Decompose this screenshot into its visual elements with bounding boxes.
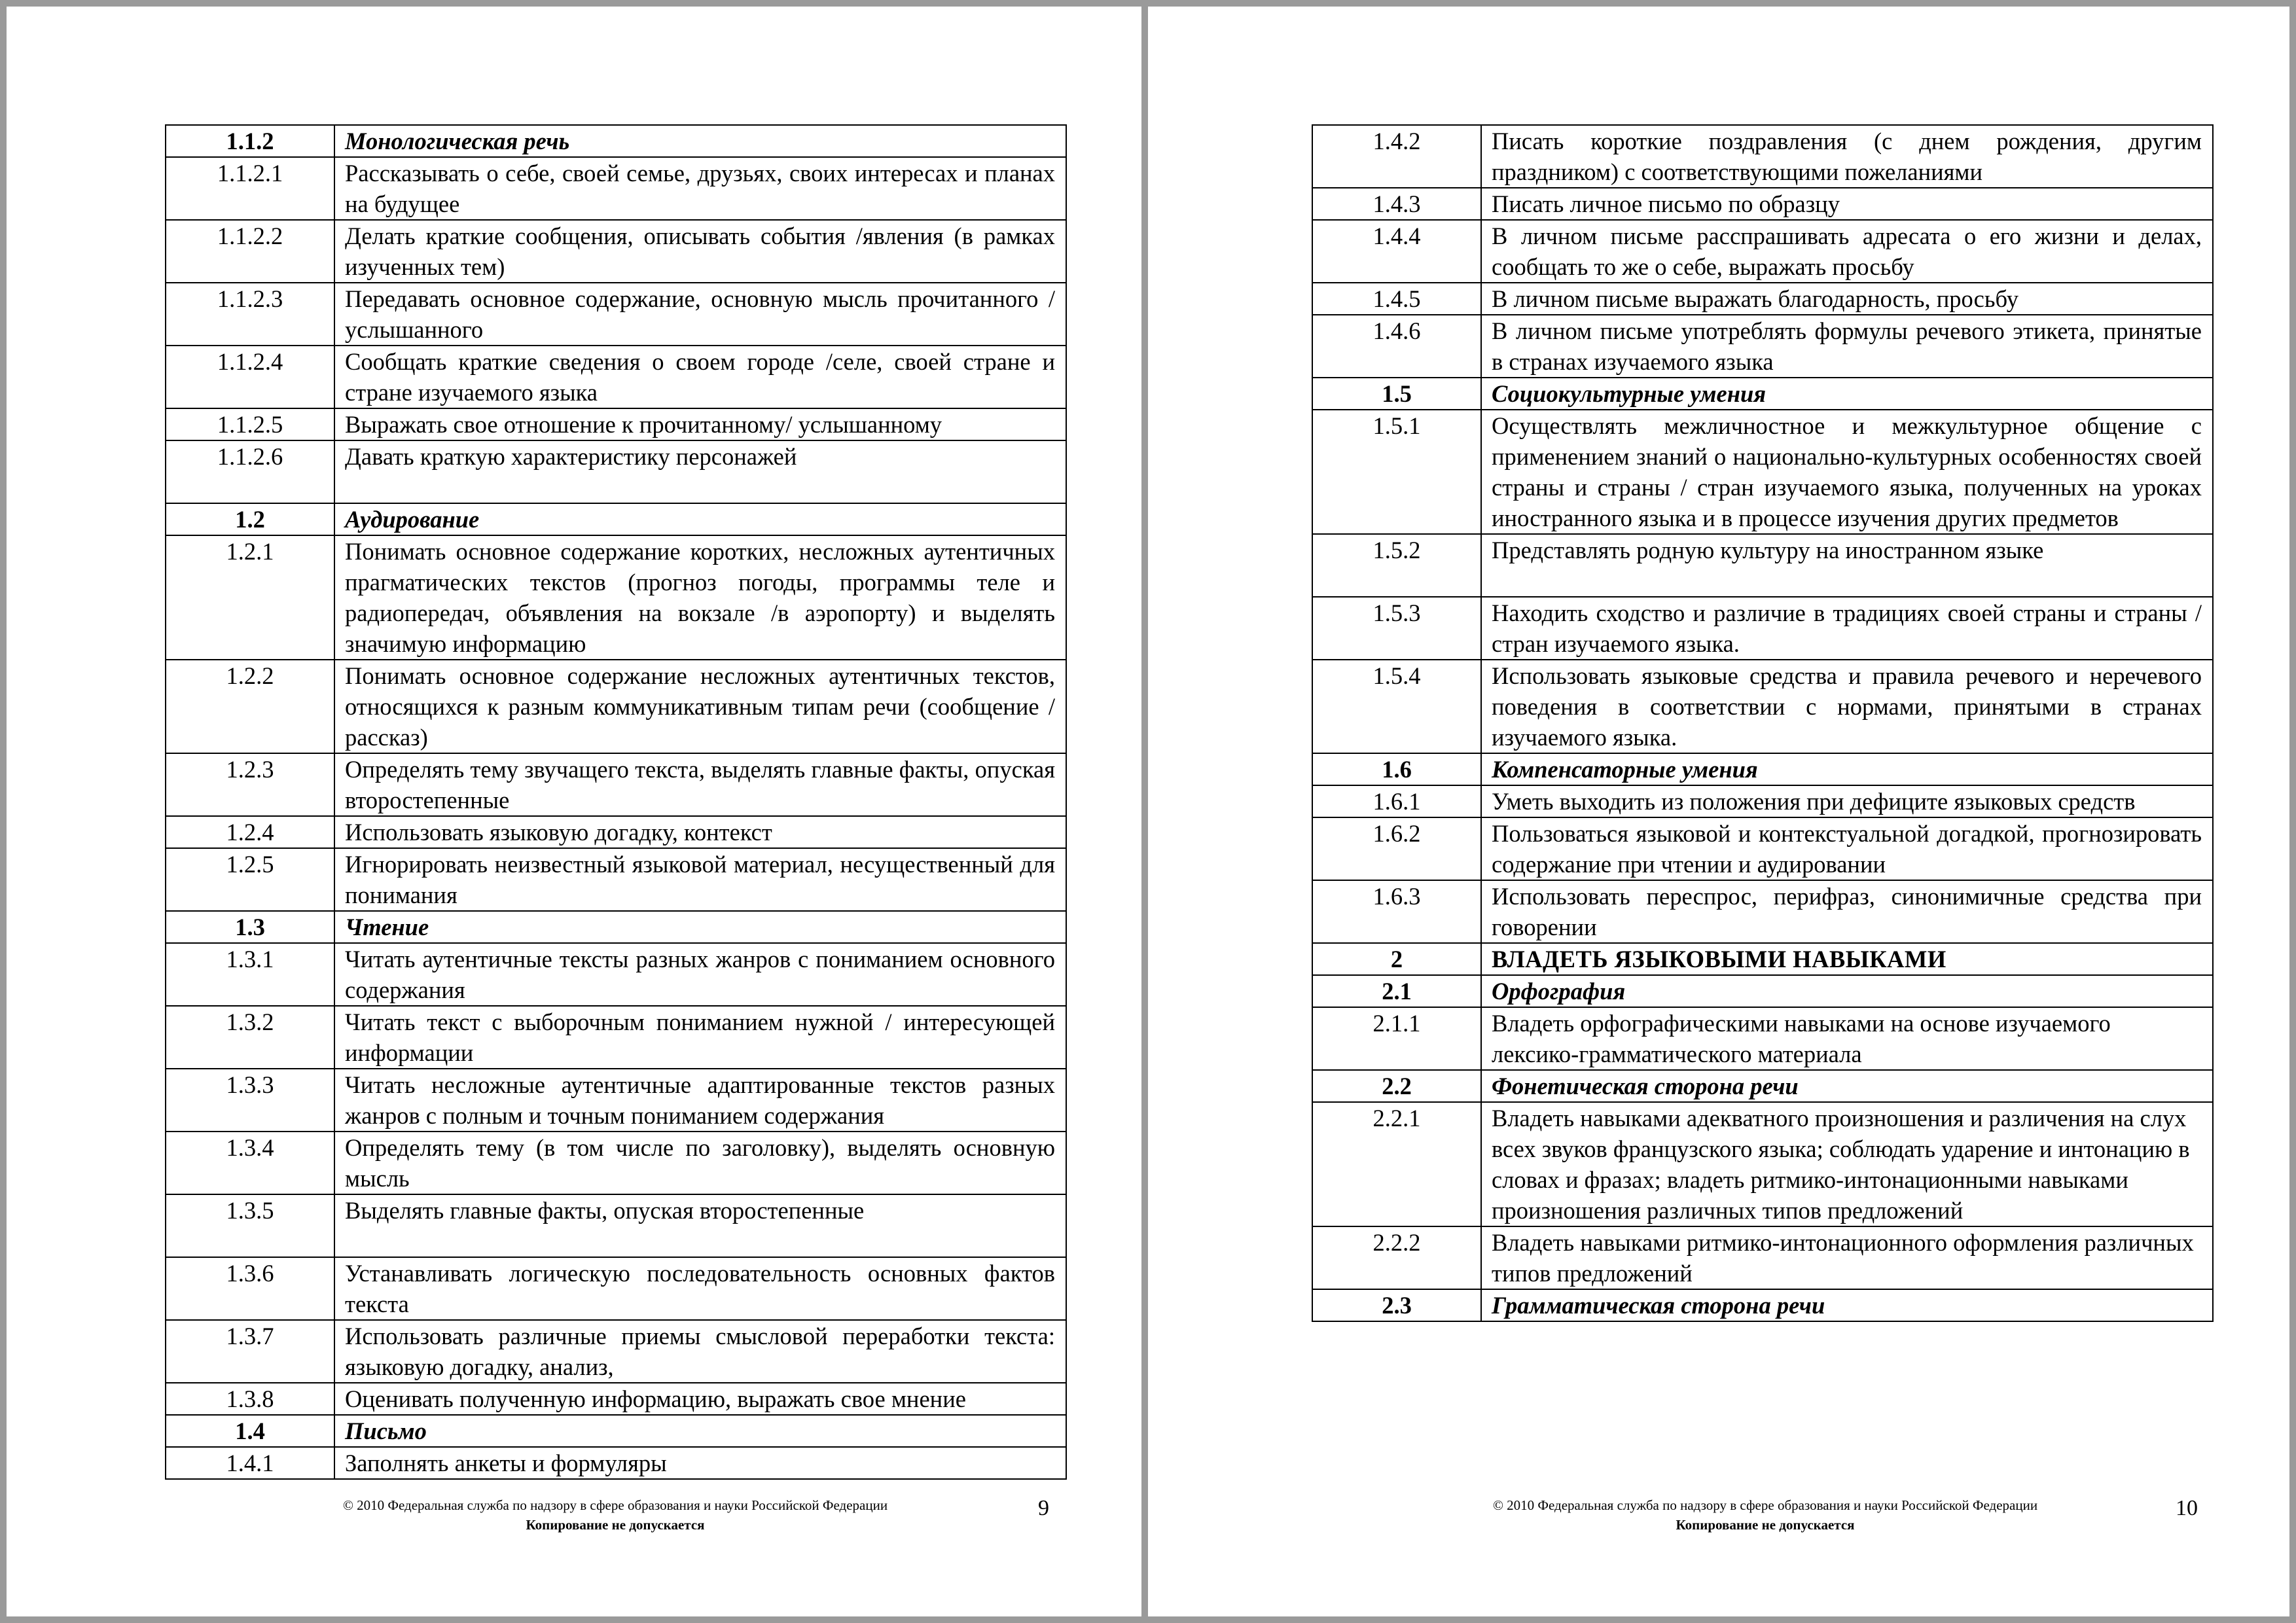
table-row	[166, 535, 1066, 660]
item-number: 1.4.1	[166, 1447, 334, 1479]
item-number: 1.3.5	[166, 1194, 334, 1257]
table-row	[166, 1383, 1066, 1415]
item-description: Понимать основное содержание несложных аутентичных текстов, относящихся к разным коммуникативным типам речи (сообщение / рассказ)	[334, 660, 1066, 753]
table-row	[166, 1132, 1066, 1194]
item-number: 2.1	[1312, 975, 1481, 1007]
section-title: Грамматическая сторона речи	[1481, 1289, 2213, 1321]
item-number: 1.1.2.6	[166, 440, 334, 503]
item-number: 1.4	[166, 1415, 334, 1447]
table-row	[166, 1069, 1066, 1132]
footer-copy-notice: Копирование не допускается	[526, 1517, 705, 1533]
item-number: 1.6.2	[1312, 817, 1481, 880]
section-heading-row	[1312, 943, 2213, 975]
table-row	[1312, 1102, 2213, 1226]
item-description: В личном письме выражать благодарность, просьбу	[1481, 283, 2213, 315]
item-number: 2.2.2	[1312, 1226, 1481, 1289]
item-number: 2	[1312, 943, 1481, 975]
section-heading-row	[166, 1415, 1066, 1447]
table-row	[166, 753, 1066, 816]
table-row	[166, 157, 1066, 220]
section-title: Монологическая речь	[334, 125, 1066, 157]
section-heading-row	[1312, 1289, 2213, 1321]
item-description: Сообщать краткие сведения о своем городе /селе, своей стране и стране изучаемого языка	[334, 346, 1066, 408]
table-row	[166, 346, 1066, 408]
item-number: 1.2.5	[166, 848, 334, 911]
section-heading-row	[166, 503, 1066, 535]
right-page	[1148, 7, 2289, 1616]
left-page	[7, 7, 1141, 1616]
item-description: Использовать языковую догадку, контекст	[334, 816, 1066, 848]
item-number: 1.3.1	[166, 943, 334, 1006]
table-row	[1312, 1226, 2213, 1289]
item-number: 1.3.4	[166, 1132, 334, 1194]
item-number: 1.6	[1312, 753, 1481, 785]
table-row	[1312, 1007, 2213, 1070]
section-title: Чтение	[334, 911, 1066, 943]
table-row	[1312, 534, 2213, 597]
item-description: Передавать основное содержание, основную мысль прочитанного / услышанного	[334, 283, 1066, 346]
item-description: Определять тему звучащего текста, выделять главные факты, опуская второстепенные	[334, 753, 1066, 816]
item-description: Устанавливать логическую последовательность основных фактов текста	[334, 1257, 1066, 1320]
table-row	[166, 1447, 1066, 1479]
page-number: 9	[1038, 1496, 1049, 1520]
item-number: 1.5.2	[1312, 534, 1481, 597]
item-number: 1.5	[1312, 378, 1481, 410]
section-title: Орфография	[1481, 975, 2213, 1007]
item-description: Выделять главные факты, опуская второстепенные	[334, 1194, 1066, 1257]
item-description: Использовать различные приемы смысловой переработки текста: языковую догадку, анализ,	[334, 1320, 1066, 1383]
requirements-table-right	[1312, 124, 2214, 1322]
table-row	[166, 816, 1066, 848]
table-row	[166, 1257, 1066, 1320]
item-description: Находить сходство и различие в традициях своей страны и страны / стран изучаемого языка.	[1481, 597, 2213, 660]
item-number: 2.3	[1312, 1289, 1481, 1321]
table-row	[1312, 880, 2213, 943]
requirements-table-left	[165, 124, 1067, 1480]
item-description: Писать короткие поздравления (с днем рождения, другим праздником) с соответствующими пожеланиями	[1481, 125, 2213, 188]
item-description: Заполнять анкеты и формуляры	[334, 1447, 1066, 1479]
table-row	[166, 1320, 1066, 1383]
item-number: 1.3.8	[166, 1383, 334, 1415]
item-description: В личном письме расспрашивать адресата о его жизни и делах, сообщать то же о себе, выражать просьбу	[1481, 220, 2213, 283]
table-row	[1312, 125, 2213, 188]
item-description: Читать несложные аутентичные адаптированные текстов разных жанров с полным и точным пониманием содержания	[334, 1069, 1066, 1132]
item-description: В личном письме употреблять формулы речевого этикета, принятые в странах изучаемого языка	[1481, 315, 2213, 378]
item-number: 2.1.1	[1312, 1007, 1481, 1070]
table-row	[1312, 315, 2213, 378]
item-description: Владеть навыками ритмико-интонационного оформления различных типов предложений	[1481, 1226, 2213, 1289]
footer-copyright-line: © 2010 Федеральная служба по надзору в сфере образования и науки Российской Федерации	[1492, 1497, 2038, 1513]
table-row	[1312, 597, 2213, 660]
footer-copyright	[263, 1495, 967, 1535]
item-number: 1.1.2.1	[166, 157, 334, 220]
table-row	[1312, 817, 2213, 880]
item-number: 1.3.2	[166, 1006, 334, 1069]
item-number: 1.2.1	[166, 535, 334, 660]
table-row	[1312, 410, 2213, 534]
item-description: Читать текст с выборочным пониманием нужной / интересующей информации	[334, 1006, 1066, 1069]
item-number: 1.4.4	[1312, 220, 1481, 283]
table-row	[1312, 785, 2213, 817]
item-number: 1.3.3	[166, 1069, 334, 1132]
table-row	[1312, 188, 2213, 220]
table-row	[166, 220, 1066, 283]
item-description: Читать аутентичные тексты разных жанров с пониманием основного содержания	[334, 943, 1066, 1006]
item-description: Уметь выходить из положения при дефиците языковых средств	[1481, 785, 2213, 817]
section-heading-row	[166, 125, 1066, 157]
item-number: 1.1.2.4	[166, 346, 334, 408]
item-number: 1.1.2.2	[166, 220, 334, 283]
item-number: 1.2.2	[166, 660, 334, 753]
item-number: 1.6.3	[1312, 880, 1481, 943]
item-number: 1.4.3	[1312, 188, 1481, 220]
table-row	[166, 848, 1066, 911]
section-heading-row	[1312, 975, 2213, 1007]
item-description: Игнорировать неизвестный языковой материал, несущественный для понимания	[334, 848, 1066, 911]
table-row	[166, 1006, 1066, 1069]
table-row	[1312, 283, 2213, 315]
item-number: 1.5.3	[1312, 597, 1481, 660]
item-number: 1.3.6	[166, 1257, 334, 1320]
item-number: 1.3	[166, 911, 334, 943]
item-number: 1.5.4	[1312, 660, 1481, 753]
section-heading-row	[166, 911, 1066, 943]
item-number: 2.2.1	[1312, 1102, 1481, 1226]
section-title: Компенсаторные умения	[1481, 753, 2213, 785]
section-title: Социокультурные умения	[1481, 378, 2213, 410]
item-number: 1.1.2.5	[166, 408, 334, 440]
item-number: 1.2.4	[166, 816, 334, 848]
table-row	[166, 283, 1066, 346]
table-row	[1312, 220, 2213, 283]
item-number: 1.1.2.3	[166, 283, 334, 346]
item-description: Осуществлять межличностное и межкультурное общение с применением знаний о национально-культурных особенностях своей страны и страны / стран изучаемого языка, полученных на уроках иностранного языка и в процессе изучения других предметов	[1481, 410, 2213, 534]
item-number: 1.2.3	[166, 753, 334, 816]
section-title: Аудирование	[334, 503, 1066, 535]
item-description: Выражать свое отношение к прочитанному/ услышанному	[334, 408, 1066, 440]
section-title: Письмо	[334, 1415, 1066, 1447]
item-number: 1.2	[166, 503, 334, 535]
item-number: 1.4.5	[1312, 283, 1481, 315]
item-number: 1.3.7	[166, 1320, 334, 1383]
footer-copyright	[1413, 1495, 2117, 1535]
section-heading-row	[1312, 378, 2213, 410]
table-row	[166, 943, 1066, 1006]
table-row	[166, 408, 1066, 440]
item-number: 1.6.1	[1312, 785, 1481, 817]
section-heading-row	[1312, 1070, 2213, 1102]
item-description: Писать личное письмо по образцу	[1481, 188, 2213, 220]
table-row	[1312, 660, 2213, 753]
item-description: Представлять родную культуру на иностранном языке	[1481, 534, 2213, 597]
table-row	[166, 660, 1066, 753]
item-number: 1.5.1	[1312, 410, 1481, 534]
item-description: Использовать переспрос, перифраз, синонимичные средства при говорении	[1481, 880, 2213, 943]
item-description: Владеть навыками адекватного произношения и различения на слух всех звуков французского языка; соблюдать ударение и интонацию в словах и фразах; владеть ритмико-интонационными навыками произношения различных типов предложений	[1481, 1102, 2213, 1226]
item-description: Давать краткую характеристику персонажей	[334, 440, 1066, 503]
item-number: 1.1.2	[166, 125, 334, 157]
footer-copyright-line: © 2010 Федеральная служба по надзору в сфере образования и науки Российской Федерации	[342, 1497, 888, 1513]
item-description: Понимать основное содержание коротких, несложных аутентичных прагматических текстов (прогноз погоды, программы теле и радиопередач, объявления на вокзале /в аэропорту) и выделять значимую информацию	[334, 535, 1066, 660]
page-number: 10	[2176, 1496, 2198, 1520]
item-number: 1.4.6	[1312, 315, 1481, 378]
item-description: Владеть орфографическими навыками на основе изучаемого лексико-грамматического материала	[1481, 1007, 2213, 1070]
table-row	[166, 440, 1066, 503]
item-number: 2.2	[1312, 1070, 1481, 1102]
section-title: ВЛАДЕТЬ ЯЗЫКОВЫМИ НАВЫКАМИ	[1481, 943, 2213, 975]
item-description: Оценивать полученную информацию, выражать свое мнение	[334, 1383, 1066, 1415]
item-number: 1.4.2	[1312, 125, 1481, 188]
item-description: Делать краткие сообщения, описывать события /явления (в рамках изученных тем)	[334, 220, 1066, 283]
item-description: Использовать языковые средства и правила речевого и неречевого поведения в соответствии с нормами, принятыми в странах изучаемого языка.	[1481, 660, 2213, 753]
item-description: Рассказывать о себе, своей семье, друзьях, своих интересах и планах на будущее	[334, 157, 1066, 220]
section-title: Фонетическая сторона речи	[1481, 1070, 2213, 1102]
section-heading-row	[1312, 753, 2213, 785]
table-row	[166, 1194, 1066, 1257]
footer-copy-notice: Копирование не допускается	[1676, 1517, 1855, 1533]
item-description: Пользоваться языковой и контекстуальной догадкой, прогнозировать содержание при чтении и аудировании	[1481, 817, 2213, 880]
item-description: Определять тему (в том числе по заголовку), выделять основную мысль	[334, 1132, 1066, 1194]
